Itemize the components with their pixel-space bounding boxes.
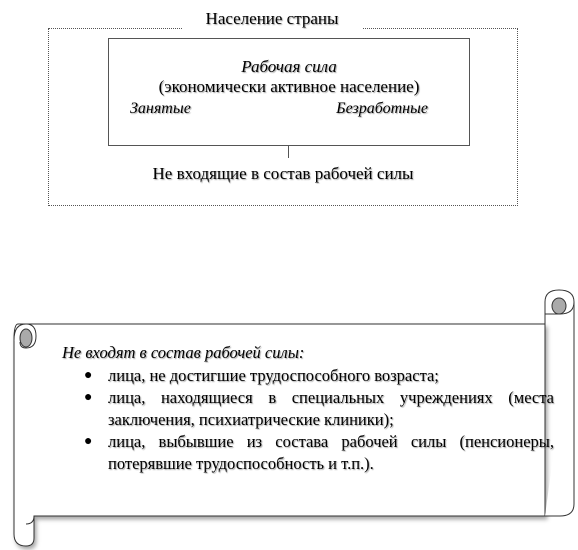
list-item-text: лица, выбывшие из состава рабочей силы (пенсионеры, потерявшие трудоспособность и т.п.).: [108, 432, 554, 473]
excluded-list: [62, 365, 554, 475]
list-item-text: лица, находящиеся в специальных учреждениях (места заключения, психиатрические клиники);: [108, 388, 554, 429]
bullet-icon: ●: [84, 390, 93, 405]
scroll-heading: Не входят в состав рабочей силы:: [62, 343, 305, 362]
scroll-banner: [0, 288, 578, 550]
bullet-icon: ●: [84, 434, 93, 449]
list-item: [62, 365, 554, 387]
list-item: [62, 431, 554, 475]
bullet-icon: ●: [84, 368, 93, 383]
connector-line: [288, 146, 289, 158]
scroll-text: [62, 342, 554, 475]
list-item-text: лица, не достигшие трудоспособного возраста;: [108, 366, 439, 385]
labor-force-title: Рабочая сила: [241, 57, 337, 76]
list-item: [62, 387, 554, 431]
labor-force-subtitle: (экономически активное население): [158, 77, 420, 96]
unemployed-label: Безработные: [336, 100, 428, 117]
employed-label: Занятые: [130, 100, 191, 117]
not-in-labor-force-label: Не входящие в состав рабочей силы: [152, 164, 414, 183]
labor-force-box: [108, 38, 470, 146]
population-title: Население страны: [182, 8, 362, 30]
